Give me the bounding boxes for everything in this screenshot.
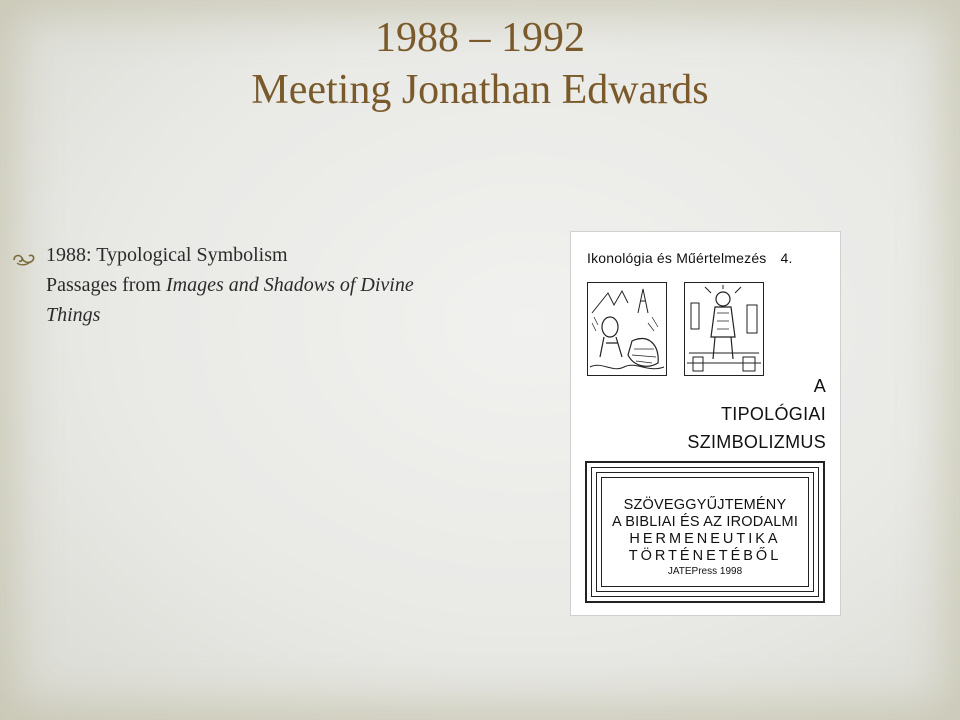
cover-publisher: JATEPress 1998 [667, 566, 743, 577]
bullet-line-3 [46, 300, 532, 330]
bullet-line-2-prefix: Passages from [46, 274, 166, 296]
cover-subtitle-line-3: HERMENEUTIKA [629, 531, 781, 547]
cover-heading [687, 372, 826, 456]
cover-heading-line-2: TIPOLÓGIAI [720, 404, 826, 424]
woodcut-illustration-icon [587, 282, 667, 376]
ornamental-bullet-icon [12, 246, 36, 262]
bullet-line-1: 1988: Typological Symbolism [46, 244, 288, 266]
bullet-item [12, 240, 532, 330]
cover-series-number: 4. [780, 250, 793, 266]
title-line-1: 1988 – 1992 [375, 15, 585, 61]
title-line-2: Meeting Jonathan Edwards [251, 67, 709, 113]
cover-series-name: Ikonológia és Műértelmezés [587, 250, 767, 266]
frame-inner-border [601, 477, 809, 587]
book-cover-image [570, 231, 841, 616]
cover-subtitle-line-4: TÖRTÉNETÉBŐL [628, 548, 782, 564]
bullet-line-2 [46, 270, 532, 300]
cover-subtitle-line-1: SZÖVEGGYŰJTEMÉNY [623, 497, 787, 513]
woodcut-illustration-icon [684, 282, 764, 376]
cover-subtitle-line-2: A BIBLIAI ÉS AZ IRODALMI [611, 514, 799, 530]
bullet-text [46, 240, 532, 330]
cover-heading-line-1: A [813, 376, 826, 396]
cover-subtitle [587, 497, 823, 579]
book-title-italic: Images and Shadows of Divine [165, 274, 414, 296]
cover-series [587, 250, 793, 266]
book-title-italic-end: Things [46, 304, 101, 326]
cover-decorative-frame [585, 461, 825, 603]
cover-heading-line-3: SZIMBOLIZMUS [687, 432, 826, 452]
slide-title [0, 12, 960, 116]
